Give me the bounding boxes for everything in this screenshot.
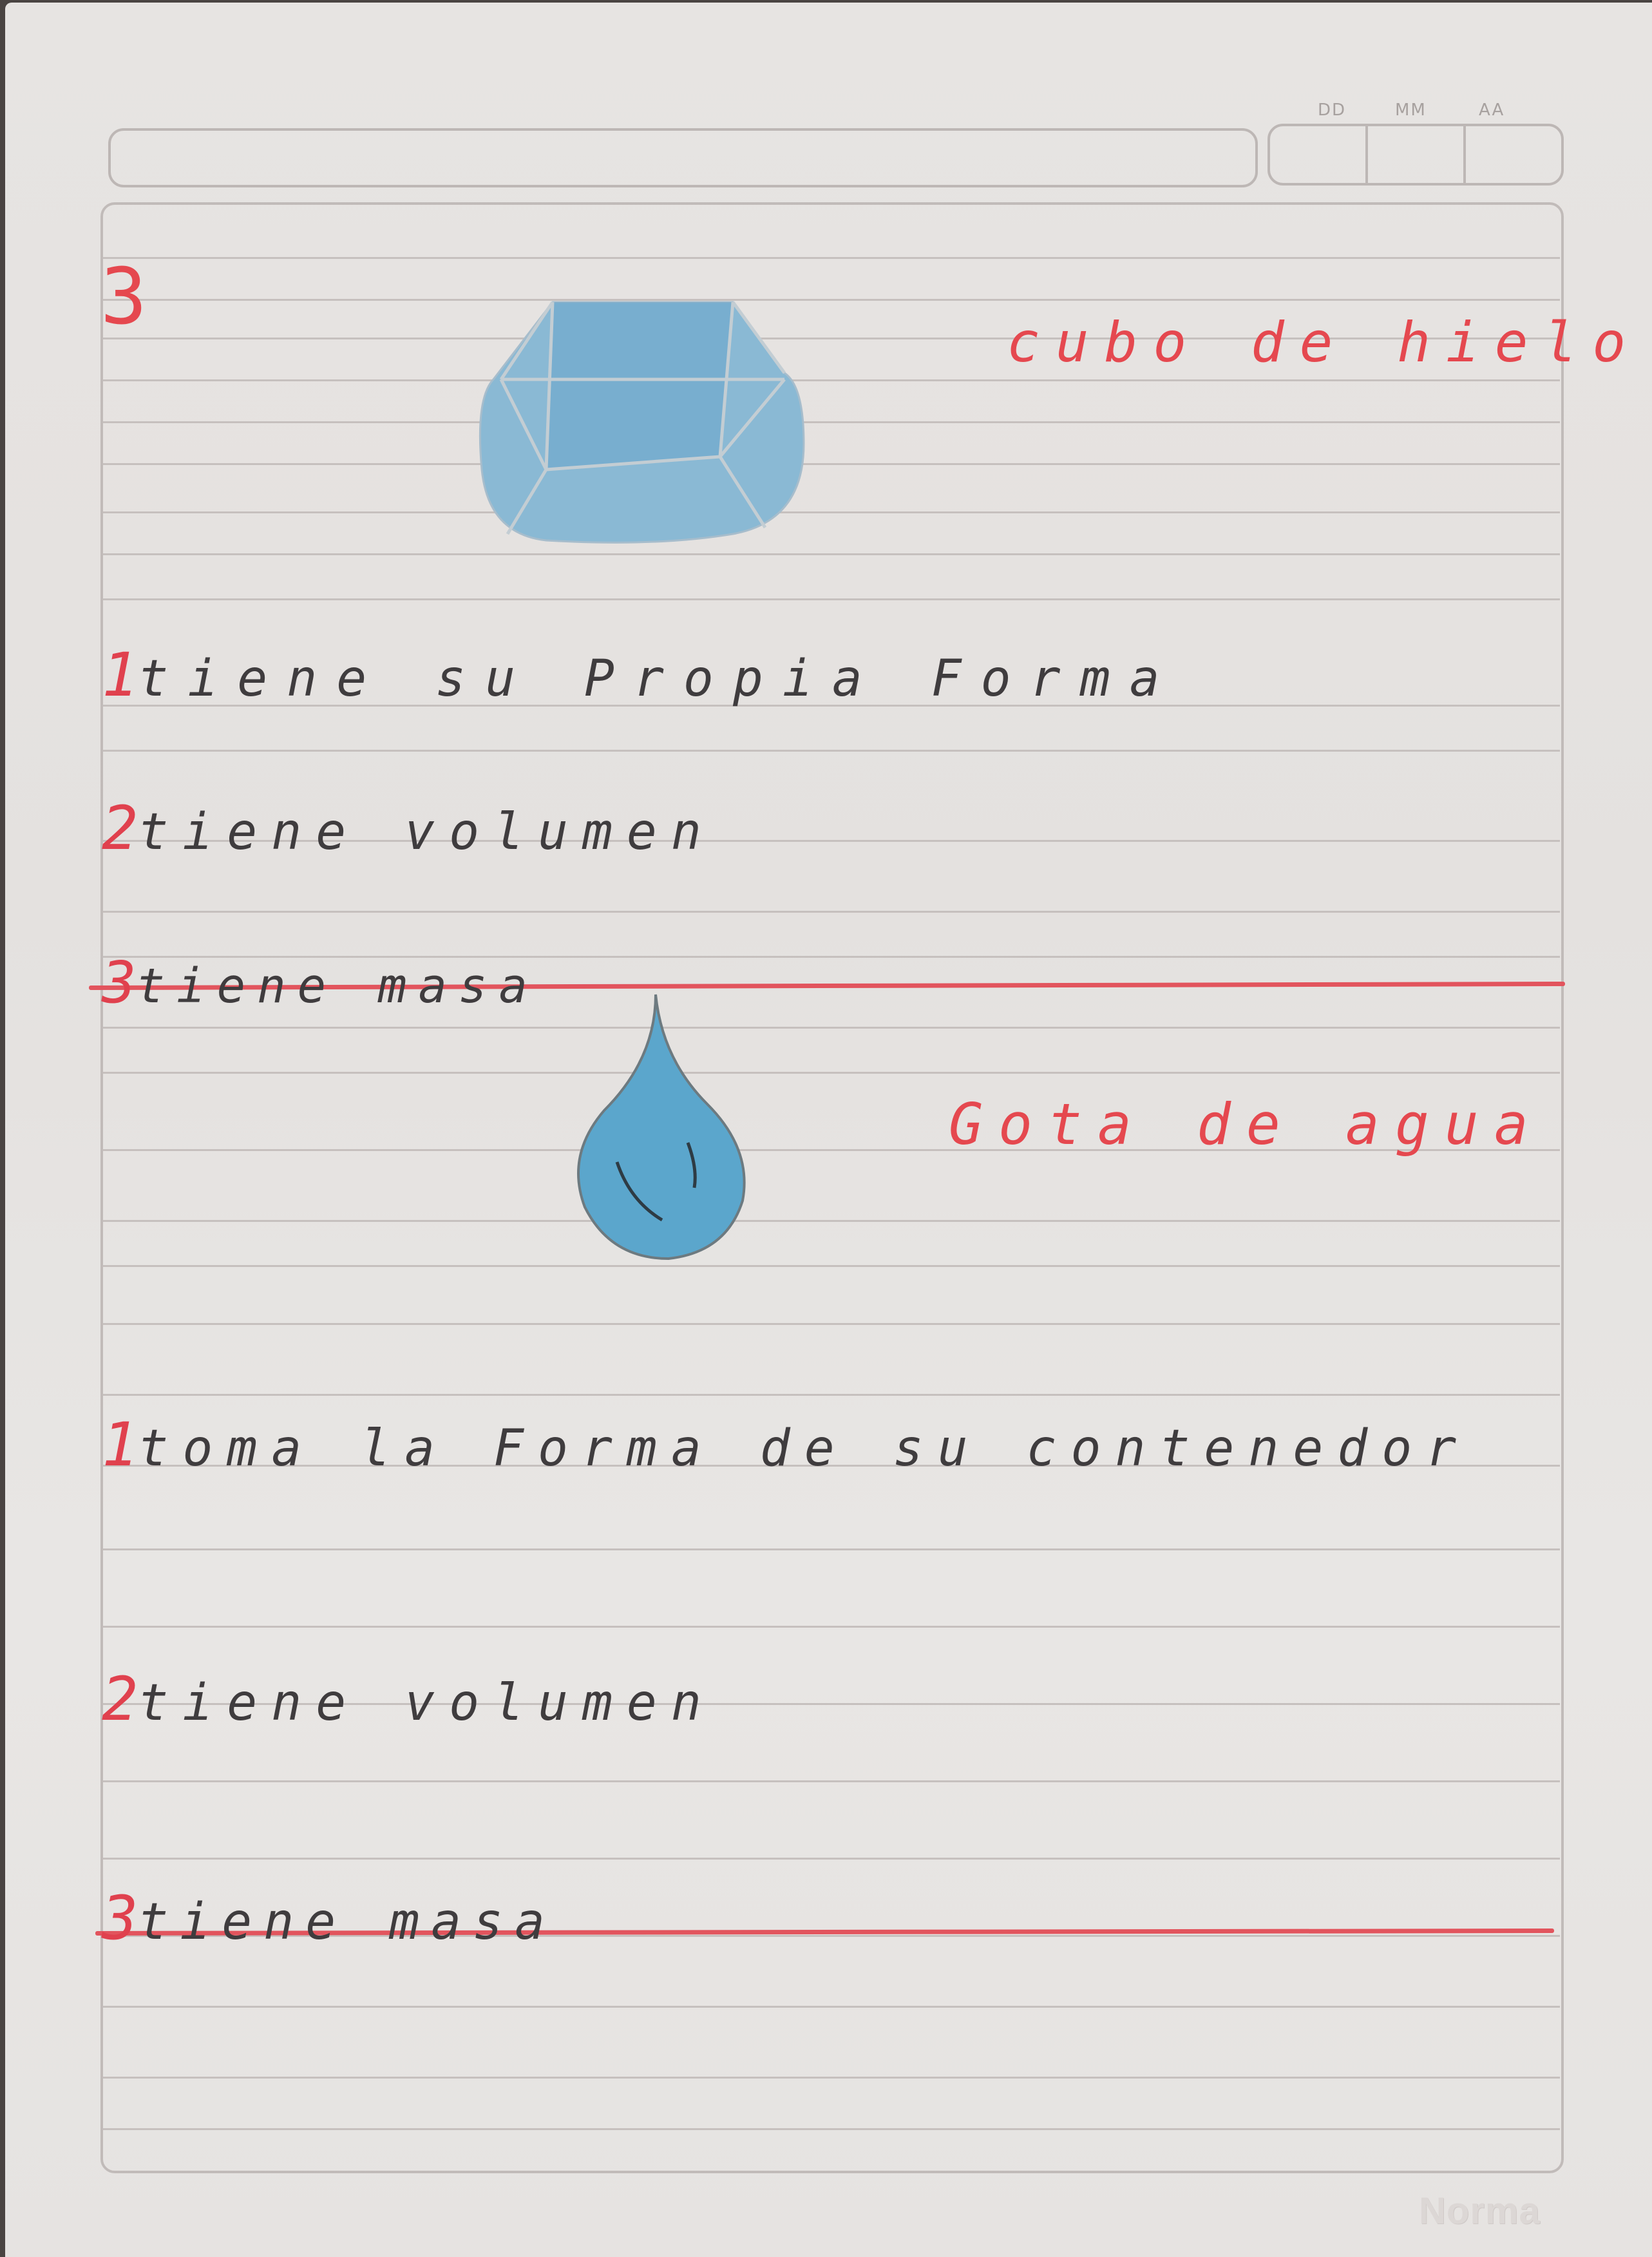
rule-line (103, 1323, 1560, 1325)
section-2-title: Gota de agua (949, 1091, 1544, 1157)
rule-line (103, 511, 1560, 513)
line-number: 2 (102, 1664, 138, 1735)
water-drop-drawing (559, 988, 765, 1271)
rule-line (103, 421, 1560, 423)
line-text: tiene su Propia Forma (138, 650, 1179, 708)
date-separator (1365, 126, 1368, 183)
line-text: tiene masa (136, 958, 539, 1014)
header-title-box (108, 128, 1258, 187)
rule-line (103, 1027, 1560, 1029)
rule-line (103, 1780, 1560, 1782)
rule-line (103, 299, 1560, 301)
line-number: 1 (102, 640, 138, 710)
line-text: tiene volumen (138, 1674, 716, 1732)
date-label-month: MM (1395, 100, 1427, 120)
rule-line (103, 1858, 1560, 1860)
section-1-line-1 (102, 640, 1179, 710)
section-2-line-1 (102, 1410, 1470, 1480)
line-text: tiene masa (138, 1893, 556, 1951)
rule-line (103, 1220, 1560, 1222)
notebook-page (5, 3, 1652, 2257)
section-2-line-3 (102, 1883, 556, 1954)
rule-line (103, 553, 1560, 555)
line-number: 3 (102, 949, 137, 1016)
rule-line (103, 598, 1560, 600)
rule-line (103, 1394, 1560, 1396)
rule-line (103, 750, 1560, 752)
rule-line (103, 379, 1560, 381)
section-number: 3 (100, 252, 147, 342)
rule-line (103, 2128, 1560, 2130)
date-box (1267, 124, 1564, 186)
ruled-area (100, 202, 1564, 2173)
line-number: 1 (102, 1410, 138, 1480)
rule-line (103, 2006, 1560, 2008)
line-number: 2 (102, 794, 138, 864)
section-1-title: cubo de hielo (1007, 310, 1642, 375)
line-text: tiene volumen (138, 803, 716, 861)
line-text: toma la Forma de su contenedor (138, 1420, 1471, 1478)
rule-line (103, 911, 1560, 913)
rule-line (103, 463, 1560, 465)
section-1-line-2 (102, 794, 716, 864)
rule-line (103, 1548, 1560, 1550)
date-label-year: AA (1479, 100, 1505, 120)
rule-line (103, 2077, 1560, 2079)
rule-line (103, 257, 1560, 259)
ice-cube-drawing (462, 276, 823, 547)
section-2-line-2 (102, 1664, 716, 1735)
brand-logo: Norma (1419, 2190, 1541, 2232)
line-number: 3 (102, 1883, 138, 1954)
section-1-line-3 (102, 949, 539, 1016)
rule-line (103, 1626, 1560, 1628)
date-separator (1463, 126, 1466, 183)
rule-line (103, 1072, 1560, 1074)
date-label-day: DD (1318, 100, 1347, 120)
rule-line (103, 1265, 1560, 1267)
